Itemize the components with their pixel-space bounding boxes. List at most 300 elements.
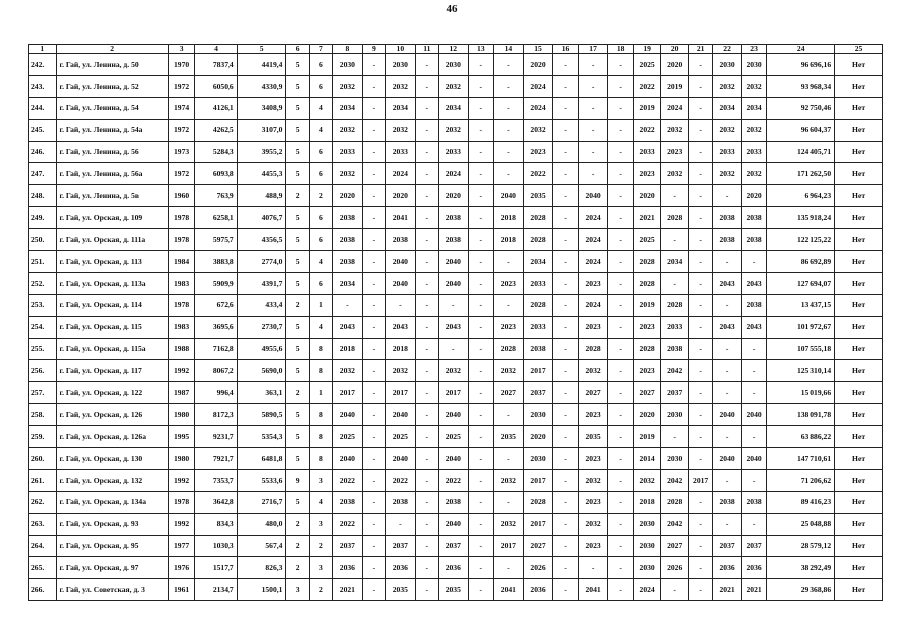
- table-cell: -: [415, 557, 438, 579]
- table-cell: -: [362, 316, 385, 338]
- table-cell: 5: [286, 251, 309, 273]
- table-cell: -: [741, 360, 766, 382]
- table-cell: 6481,8: [237, 448, 286, 470]
- table-cell: -: [553, 163, 578, 185]
- table-cell: -: [415, 294, 438, 316]
- table-cell: 2028: [523, 207, 553, 229]
- table-cell: -: [553, 469, 578, 491]
- table-cell: -: [688, 272, 712, 294]
- table-cell: 2032: [333, 163, 363, 185]
- table-cell: 93 968,34: [767, 75, 835, 97]
- table-cell: 2030: [741, 54, 766, 76]
- table-cell: 2033: [386, 141, 416, 163]
- table-cell: -: [608, 251, 633, 273]
- table-cell: 2032: [333, 360, 363, 382]
- table-cell: 2040: [438, 404, 468, 426]
- table-cell: 107 555,18: [767, 338, 835, 360]
- table-cell: 2022: [386, 469, 416, 491]
- address-cell: г. Гай, ул. Орская, д. 126: [56, 404, 168, 426]
- table-cell: 2040: [333, 448, 363, 470]
- table-cell: 2025: [386, 426, 416, 448]
- table-cell: 5354,3: [237, 426, 286, 448]
- table-cell: 433,4: [237, 294, 286, 316]
- table-cell: 2033: [713, 141, 742, 163]
- table-cell: 1983: [168, 272, 194, 294]
- address-cell: г. Гай, ул. Орская, д. 114: [56, 294, 168, 316]
- table-cell: 2030: [523, 448, 553, 470]
- table-row: [29, 448, 883, 470]
- table-cell: -: [688, 535, 712, 557]
- table-cell: -: [362, 119, 385, 141]
- table-cell: 2018: [386, 338, 416, 360]
- table-cell: 2021: [713, 579, 742, 601]
- table-cell: -: [468, 491, 493, 513]
- table-cell: 127 694,07: [767, 272, 835, 294]
- table-cell: -: [362, 360, 385, 382]
- table-cell: 2035: [386, 579, 416, 601]
- table-cell: 1987: [168, 382, 194, 404]
- table-cell: -: [468, 316, 493, 338]
- table-cell: 253.: [29, 294, 57, 316]
- table-cell: -: [688, 404, 712, 426]
- table-cell: 2017: [386, 382, 416, 404]
- table-cell: -: [468, 185, 493, 207]
- table-cell: 2034: [661, 251, 689, 273]
- column-header: 24: [767, 45, 835, 54]
- table-cell: -: [494, 448, 524, 470]
- address-cell: г. Гай, ул. Орская, д. 126а: [56, 426, 168, 448]
- column-header: 10: [386, 45, 416, 54]
- table-cell: 2032: [578, 469, 608, 491]
- address-cell: г. Гай, ул. Орская, д. 115: [56, 316, 168, 338]
- table-cell: 2024: [578, 229, 608, 251]
- table-cell: 122 125,22: [767, 229, 835, 251]
- housing-repair-table: [28, 44, 883, 601]
- table-cell: -: [608, 557, 633, 579]
- table-cell: -: [553, 54, 578, 76]
- column-header: 8: [333, 45, 363, 54]
- table-cell: 1983: [168, 316, 194, 338]
- table-cell: 5909,9: [195, 272, 237, 294]
- table-cell: -: [553, 316, 578, 338]
- table-cell: -: [415, 469, 438, 491]
- table-cell: 2024: [523, 75, 553, 97]
- table-cell: 2028: [661, 294, 689, 316]
- table-cell: -: [553, 185, 578, 207]
- table-cell: -: [688, 557, 712, 579]
- table-cell: 2037: [661, 382, 689, 404]
- column-header: 2: [56, 45, 168, 54]
- table-cell: -: [362, 272, 385, 294]
- table-cell: -: [713, 294, 742, 316]
- table-cell: 672,6: [195, 294, 237, 316]
- table-cell: -: [494, 557, 524, 579]
- table-cell: 2040: [494, 185, 524, 207]
- table-cell: 2024: [633, 579, 661, 601]
- table-row: [29, 404, 883, 426]
- table-cell: 2040: [713, 404, 742, 426]
- table-cell: 2041: [578, 579, 608, 601]
- table-cell: 2038: [438, 229, 468, 251]
- table-cell: 2036: [333, 557, 363, 579]
- table-body: [29, 54, 883, 601]
- table-row: [29, 207, 883, 229]
- table-cell: -: [468, 469, 493, 491]
- table-cell: 244.: [29, 97, 57, 119]
- column-header: 6: [286, 45, 309, 54]
- table-cell: 256.: [29, 360, 57, 382]
- table-cell: 6: [309, 75, 332, 97]
- table-cell: 2040: [578, 185, 608, 207]
- table-cell: 124 405,71: [767, 141, 835, 163]
- table-cell: 2032: [741, 119, 766, 141]
- table-cell: -: [553, 119, 578, 141]
- address-cell: г. Гай, ул. Ленина, д. 56а: [56, 163, 168, 185]
- table-cell: 2030: [438, 54, 468, 76]
- address-cell: г. Гай, ул. Ленина, д. 54: [56, 97, 168, 119]
- table-cell: 2022: [333, 513, 363, 535]
- table-cell: 71 206,62: [767, 469, 835, 491]
- table-cell: -: [362, 97, 385, 119]
- table-cell: 1992: [168, 469, 194, 491]
- table-cell: 2: [309, 185, 332, 207]
- column-header: 17: [578, 45, 608, 54]
- table-cell: 243.: [29, 75, 57, 97]
- table-cell: 2043: [438, 316, 468, 338]
- table-cell: 2032: [438, 119, 468, 141]
- table-cell: 248.: [29, 185, 57, 207]
- table-cell: 249.: [29, 207, 57, 229]
- table-cell: 2038: [741, 294, 766, 316]
- table-cell: 2023: [633, 163, 661, 185]
- table-cell: 2019: [661, 75, 689, 97]
- table-cell: 2032: [633, 469, 661, 491]
- table-cell: 2032: [386, 75, 416, 97]
- table-cell: 1976: [168, 557, 194, 579]
- table-cell: -: [608, 360, 633, 382]
- table-cell: 2032: [741, 163, 766, 185]
- table-cell: -: [553, 229, 578, 251]
- table-cell: Нет: [835, 469, 883, 491]
- column-header: 3: [168, 45, 194, 54]
- table-cell: 125 310,14: [767, 360, 835, 382]
- table-cell: 2025: [438, 426, 468, 448]
- table-cell: 2042: [661, 513, 689, 535]
- table-cell: 9: [286, 469, 309, 491]
- table-cell: 5: [286, 207, 309, 229]
- table-cell: 2030: [523, 404, 553, 426]
- address-cell: г. Гай, ул. Орская, д. 113: [56, 251, 168, 273]
- address-cell: г. Гай, ул. Ленина, д. 56: [56, 141, 168, 163]
- table-cell: 6093,8: [195, 163, 237, 185]
- table-cell: -: [688, 141, 712, 163]
- table-cell: -: [713, 426, 742, 448]
- table-cell: -: [468, 229, 493, 251]
- table-cell: 2037: [386, 535, 416, 557]
- table-cell: 2017: [523, 469, 553, 491]
- table-cell: Нет: [835, 207, 883, 229]
- table-cell: 5: [286, 163, 309, 185]
- table-cell: 5: [286, 404, 309, 426]
- table-cell: -: [553, 97, 578, 119]
- table-cell: -: [553, 294, 578, 316]
- column-header: 11: [415, 45, 438, 54]
- table-cell: 2038: [741, 207, 766, 229]
- table-cell: 4330,9: [237, 75, 286, 97]
- table-cell: 2021: [633, 207, 661, 229]
- table-cell: -: [713, 338, 742, 360]
- table-cell: 8: [309, 426, 332, 448]
- table-cell: -: [578, 163, 608, 185]
- table-cell: Нет: [835, 97, 883, 119]
- table-cell: -: [362, 491, 385, 513]
- table-cell: 2032: [661, 119, 689, 141]
- table-cell: -: [741, 513, 766, 535]
- table-cell: 1978: [168, 491, 194, 513]
- table-cell: 2030: [633, 535, 661, 557]
- table-cell: 1995: [168, 426, 194, 448]
- table-cell: 260.: [29, 448, 57, 470]
- table-cell: 2038: [713, 207, 742, 229]
- table-cell: -: [688, 229, 712, 251]
- table-cell: -: [468, 382, 493, 404]
- address-cell: г. Гай, ул. Орская, д. 111а: [56, 229, 168, 251]
- table-cell: 255.: [29, 338, 57, 360]
- table-cell: 5: [286, 119, 309, 141]
- table-cell: -: [362, 535, 385, 557]
- table-row: [29, 163, 883, 185]
- table-cell: -: [362, 404, 385, 426]
- table-cell: 2038: [438, 207, 468, 229]
- table-cell: 2038: [333, 491, 363, 513]
- table-cell: -: [468, 404, 493, 426]
- table-cell: 5533,6: [237, 469, 286, 491]
- table-cell: -: [415, 207, 438, 229]
- table-cell: -: [608, 316, 633, 338]
- address-cell: г. Гай, ул. Орская, д. 115а: [56, 338, 168, 360]
- address-cell: г. Гай, ул. Орская, д. 132: [56, 469, 168, 491]
- table-row: [29, 229, 883, 251]
- table-cell: 1977: [168, 535, 194, 557]
- table-cell: 6: [309, 141, 332, 163]
- table-cell: 1500,1: [237, 579, 286, 601]
- table-cell: 2716,7: [237, 491, 286, 513]
- table-cell: 2034: [333, 272, 363, 294]
- column-header: 9: [362, 45, 385, 54]
- table-cell: -: [608, 272, 633, 294]
- table-cell: 2018: [494, 207, 524, 229]
- table-cell: 2027: [633, 382, 661, 404]
- column-number-row: [29, 45, 883, 54]
- table-cell: 266.: [29, 579, 57, 601]
- table-cell: 8: [309, 338, 332, 360]
- table-cell: 1960: [168, 185, 194, 207]
- table-cell: -: [608, 97, 633, 119]
- table-cell: 5: [286, 338, 309, 360]
- table-cell: 2: [286, 557, 309, 579]
- table-cell: 15 019,66: [767, 382, 835, 404]
- table-cell: 258.: [29, 404, 57, 426]
- table-cell: -: [608, 404, 633, 426]
- table-cell: 2027: [523, 535, 553, 557]
- table-cell: 2040: [741, 404, 766, 426]
- table-cell: 5: [286, 75, 309, 97]
- table-cell: -: [553, 360, 578, 382]
- table-cell: -: [713, 469, 742, 491]
- table-cell: 4: [309, 316, 332, 338]
- table-cell: 2025: [633, 54, 661, 76]
- table-cell: 2: [286, 513, 309, 535]
- address-cell: г. Гай, ул. Орская, д. 134а: [56, 491, 168, 513]
- table-cell: -: [468, 141, 493, 163]
- address-cell: г. Гай, ул. Ленина, д. 5в: [56, 185, 168, 207]
- table-cell: 2037: [741, 535, 766, 557]
- table-cell: 2033: [523, 272, 553, 294]
- table-cell: -: [468, 513, 493, 535]
- column-header: 22: [713, 45, 742, 54]
- table-cell: 86 692,89: [767, 251, 835, 273]
- table-cell: 2036: [741, 557, 766, 579]
- table-row: [29, 535, 883, 557]
- table-cell: Нет: [835, 448, 883, 470]
- table-cell: Нет: [835, 360, 883, 382]
- table-cell: 1980: [168, 404, 194, 426]
- table-cell: 5: [286, 316, 309, 338]
- table-cell: 2035: [578, 426, 608, 448]
- table-cell: 2021: [741, 579, 766, 601]
- table-cell: -: [578, 97, 608, 119]
- table-cell: 13 437,15: [767, 294, 835, 316]
- table-cell: 2023: [494, 316, 524, 338]
- table-cell: -: [688, 54, 712, 76]
- table-cell: 2030: [386, 54, 416, 76]
- table-row: [29, 426, 883, 448]
- table-cell: 2: [286, 294, 309, 316]
- table-cell: -: [494, 97, 524, 119]
- table-cell: -: [415, 97, 438, 119]
- table-cell: -: [688, 426, 712, 448]
- table-cell: 480,0: [237, 513, 286, 535]
- table-cell: -: [362, 557, 385, 579]
- table-cell: 3695,6: [195, 316, 237, 338]
- table-cell: 4262,5: [195, 119, 237, 141]
- table-cell: 246.: [29, 141, 57, 163]
- table-cell: 2030: [661, 404, 689, 426]
- column-header: 18: [608, 45, 633, 54]
- table-cell: 5: [286, 141, 309, 163]
- table-cell: -: [362, 382, 385, 404]
- table-cell: 2032: [438, 75, 468, 97]
- table-cell: 2023: [578, 448, 608, 470]
- table-cell: -: [386, 294, 416, 316]
- address-cell: г. Гай, ул. Советская, д. 3: [56, 579, 168, 601]
- table-cell: 2020: [523, 54, 553, 76]
- table-cell: 2032: [494, 513, 524, 535]
- table-cell: -: [688, 579, 712, 601]
- table-cell: -: [688, 491, 712, 513]
- table-cell: -: [713, 513, 742, 535]
- table-cell: 1992: [168, 360, 194, 382]
- table-cell: -: [578, 119, 608, 141]
- table-cell: 2020: [333, 185, 363, 207]
- table-cell: 2032: [713, 75, 742, 97]
- table-cell: -: [468, 294, 493, 316]
- table-cell: -: [688, 294, 712, 316]
- column-header: 15: [523, 45, 553, 54]
- table-cell: 2032: [661, 163, 689, 185]
- table-cell: 1980: [168, 448, 194, 470]
- table-cell: -: [553, 426, 578, 448]
- table-cell: -: [553, 338, 578, 360]
- table-cell: 2022: [333, 469, 363, 491]
- table-cell: -: [494, 119, 524, 141]
- table-cell: -: [553, 141, 578, 163]
- table-cell: 2030: [633, 557, 661, 579]
- table-cell: -: [688, 75, 712, 97]
- table-cell: 2032: [386, 119, 416, 141]
- table-cell: 2033: [438, 141, 468, 163]
- table-cell: 2022: [633, 75, 661, 97]
- table-cell: -: [362, 448, 385, 470]
- table-cell: 4: [309, 491, 332, 513]
- table-cell: 2024: [523, 97, 553, 119]
- table-cell: 6: [309, 207, 332, 229]
- table-cell: 2040: [386, 448, 416, 470]
- table-cell: 138 091,78: [767, 404, 835, 426]
- table-cell: 2032: [333, 119, 363, 141]
- table-cell: 96 604,37: [767, 119, 835, 141]
- table-cell: -: [468, 557, 493, 579]
- table-cell: 2040: [741, 448, 766, 470]
- table-cell: 259.: [29, 426, 57, 448]
- table-cell: 2: [286, 535, 309, 557]
- table-cell: 2023: [523, 141, 553, 163]
- column-header: 4: [195, 45, 237, 54]
- table-cell: Нет: [835, 229, 883, 251]
- table-row: [29, 557, 883, 579]
- table-cell: 2036: [523, 579, 553, 601]
- table-cell: 2033: [661, 316, 689, 338]
- table-cell: 2040: [386, 404, 416, 426]
- table-cell: 2017: [523, 513, 553, 535]
- table-cell: 1973: [168, 141, 194, 163]
- address-cell: г. Гай, ул. Ленина, д. 54а: [56, 119, 168, 141]
- table-cell: 3: [309, 469, 332, 491]
- table-cell: -: [608, 163, 633, 185]
- table-cell: -: [608, 338, 633, 360]
- table-cell: -: [362, 185, 385, 207]
- table-cell: -: [415, 54, 438, 76]
- table-cell: 2028: [578, 338, 608, 360]
- table-cell: -: [415, 535, 438, 557]
- table-cell: -: [553, 382, 578, 404]
- table-cell: 2043: [713, 272, 742, 294]
- address-cell: г. Гай, ул. Орская, д. 93: [56, 513, 168, 535]
- column-header: 23: [741, 45, 766, 54]
- table-cell: 2034: [713, 97, 742, 119]
- table-cell: -: [468, 119, 493, 141]
- table-cell: 3: [309, 513, 332, 535]
- table-cell: -: [608, 382, 633, 404]
- table-cell: -: [741, 426, 766, 448]
- table-cell: 2034: [438, 97, 468, 119]
- address-cell: г. Гай, ул. Орская, д. 95: [56, 535, 168, 557]
- table-cell: 2034: [523, 251, 553, 273]
- address-cell: г. Гай, ул. Ленина, д. 52: [56, 75, 168, 97]
- table-cell: -: [362, 513, 385, 535]
- table-cell: 262.: [29, 491, 57, 513]
- table-cell: 1978: [168, 229, 194, 251]
